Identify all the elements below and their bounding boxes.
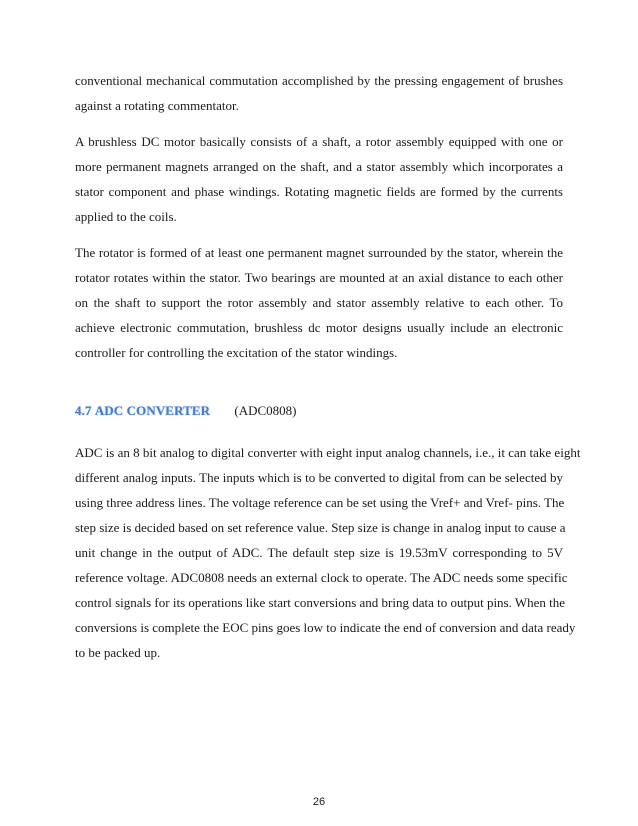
adc-line: using three address lines. The voltage reference can be set using the Vref+ and Vref- pins. The: [75, 495, 565, 510]
adc-line: control signals for its operations like start conversions and bring data to output pins. When the: [75, 595, 566, 610]
section-subtitle: (ADC0808): [234, 403, 297, 418]
page-number: 26: [312, 796, 326, 808]
adc-line: to be packed up.: [75, 645, 161, 660]
adc-line: step size is decided based on set reference value. Step size is change in analog input to cause a: [75, 520, 566, 535]
adc-line: reference voltage. ADC0808 needs an external clock to operate. The ADC needs some specific: [75, 570, 568, 585]
paragraph-bldc-construction: A brushless DC motor basically consists of a shaft, a rotor assembly equipped with one or more permanent magnets arranged on the shaft, and a stator assembly which incorporates a stator component and phase windings. Rotating magnetic fields are formed by the currents applied to the coils.: [75, 134, 563, 224]
adc-line: conversions is complete the EOC pins goes low to indicate the end of conversion and data ready: [75, 620, 576, 635]
paragraph-rotator: The rotator is formed of at least one permanent magnet surrounded by the stator, wherein the rotator rotates within the stator. Two bearings are mounted at an axial distance to each other on the shaft to support the rotor assembly and stator assembly relative to each other. To achieve electronic commutation, brushless dc motor designs usually include an electronic controller for controlling the excitation of the stator windings.: [75, 245, 563, 360]
paragraph-commutation: conventional mechanical commutation accomplished by the pressing engagement of brushes against a rotating commentator.: [75, 73, 563, 113]
paragraph-adc: [75, 440, 581, 665]
adc-line: different analog inputs. The inputs which is to be converted to digital from can be selected by: [75, 470, 563, 485]
document-page: [75, 68, 581, 665]
section-number: 4.7: [75, 403, 92, 418]
section-heading: [75, 398, 563, 423]
adc-line: ADC is an 8 bit analog to digital converter with eight input analog channels, i.e., it can take eight: [75, 445, 581, 460]
adc-line: unit change in the output of ADC. The default step size is 19.53mV corresponding to 5V: [75, 545, 563, 560]
section-title: ADC CONVERTER: [94, 403, 211, 418]
